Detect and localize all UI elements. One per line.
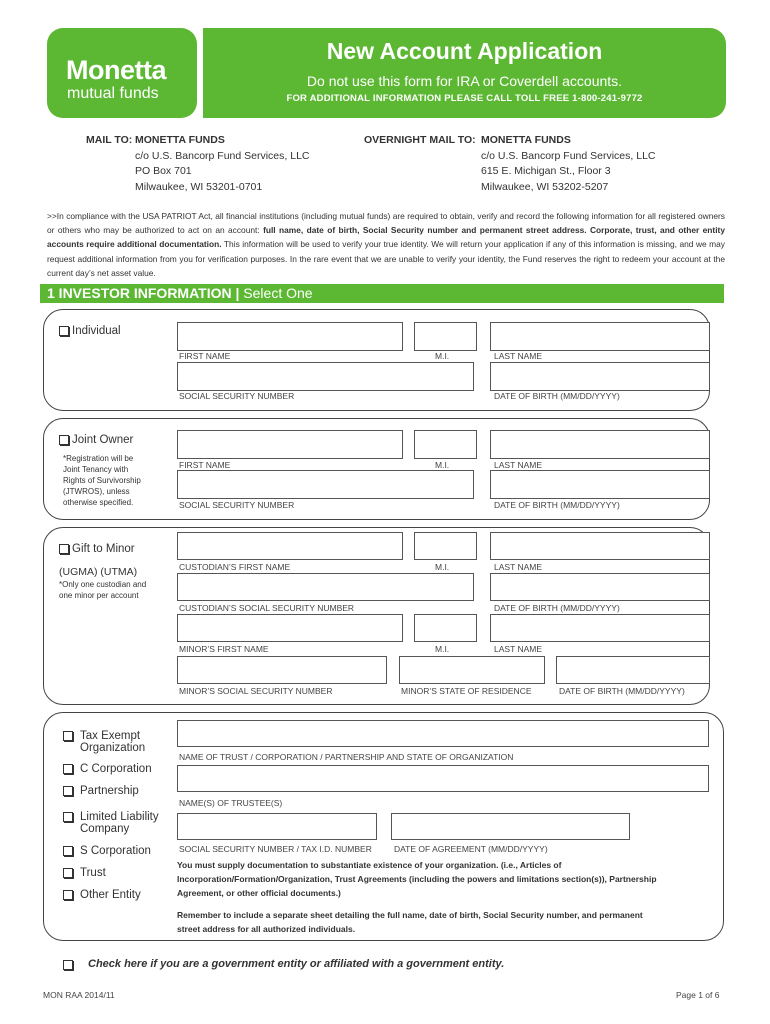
mail-to-line3: Milwaukee, WI 53201-0701: [135, 180, 263, 193]
patriot-text-1: >>In compliance with the USA PATRIOT Act, all financial institutions (including mutual funds) are required to obtain, verify and record the following information for all registered owners or others who may be authorized to act on an account:: [47, 211, 725, 236]
note-line: (JTWROS), unless: [63, 487, 130, 496]
ugma-utma-label: (UGMA) (UTMA): [59, 566, 138, 578]
individual-mi-input[interactable]: [414, 322, 477, 351]
individual-panel: [43, 309, 710, 411]
joint-owner-panel: [43, 418, 710, 520]
field-label: CUSTODIAN’S SOCIAL SECURITY NUMBER: [179, 603, 355, 613]
individual-label: Individual: [72, 325, 121, 337]
agreement-date-input[interactable]: [391, 813, 630, 840]
individual-ssn-input[interactable]: [177, 362, 474, 391]
logo-name: Monetta: [66, 55, 166, 85]
gift-to-minor-checkbox[interactable]: [59, 543, 135, 555]
checkbox-icon: [59, 326, 69, 336]
option-label: Other Entity: [80, 889, 141, 901]
checkbox-icon: [63, 868, 73, 878]
documentation-note: [177, 858, 657, 900]
individual-first-name-input[interactable]: [177, 322, 403, 351]
tax-id-input[interactable]: [177, 813, 377, 840]
page-title: New Account Application: [326, 38, 603, 64]
c-corporation-checkbox[interactable]: [63, 763, 152, 775]
field-label: LAST NAME: [494, 644, 543, 654]
field-label: MINOR’S SOCIAL SECURITY NUMBER: [179, 686, 333, 696]
option-label: Organization: [80, 742, 146, 754]
joint-owner-checkbox[interactable]: [59, 434, 133, 446]
checkbox-icon: [59, 435, 69, 445]
option-label: S Corporation: [80, 845, 151, 857]
patriot-act-notice: [47, 209, 725, 280]
patriot-text-2: This information will be used to verify your true identity. We will return your application if any of this information is missing, and we may request additional information from you for verification purposes. In the rare event that we are unable to verify your identity, the Fund reserves the right to redeem your account at the current day’s net asset value.: [47, 239, 725, 278]
note-line: *Registration will be: [63, 454, 134, 463]
field-label: M.I.: [435, 644, 450, 654]
option-label: Company: [80, 823, 130, 835]
checkbox-icon: [63, 764, 73, 774]
mail-to-address: [0, 133, 770, 195]
note-line: one minor per account: [59, 591, 139, 600]
checkbox-icon: [59, 544, 69, 554]
checkbox-icon: [63, 846, 73, 856]
custodian-dob-input[interactable]: [490, 573, 710, 601]
toll-free-notice: FOR ADDITIONAL INFORMATION PLEASE CALL TOLL FREE 1-800-241-9772: [286, 93, 643, 104]
minor-dob-input[interactable]: [556, 656, 710, 684]
note-line: street address for all authorized individuals.: [177, 924, 356, 934]
llc-checkbox[interactable]: [63, 811, 159, 835]
government-entity-label: Check here if you are a government entity or affiliated with a government entity.: [88, 958, 505, 970]
minor-mi-input[interactable]: [414, 614, 477, 642]
field-label: M.I.: [435, 351, 450, 361]
overnight-label: OVERNIGHT MAIL TO:: [364, 134, 476, 146]
custodian-ssn-input[interactable]: [177, 573, 474, 601]
gift-to-minor-label: Gift to Minor: [72, 543, 135, 555]
minor-first-name-input[interactable]: [177, 614, 403, 642]
joint-ssn-input[interactable]: [177, 470, 474, 499]
individual-dob-input[interactable]: [490, 362, 710, 391]
patriot-text-bold: full name, date of birth, Social Security number and permanent street address. Corporate, trust, and other entity accounts require additional documentation.: [47, 225, 725, 250]
field-label: LAST NAME: [494, 351, 543, 361]
field-label: DATE OF BIRTH (MM/DD/YYYY): [559, 686, 685, 696]
field-label: FIRST NAME: [179, 460, 231, 470]
minor-state-input[interactable]: [399, 656, 545, 684]
section-title: 1 INVESTOR INFORMATION |: [47, 285, 240, 301]
mail-to-name: MONETTA FUNDS: [135, 134, 225, 146]
field-label: DATE OF BIRTH (MM/DD/YYYY): [494, 500, 620, 510]
note-line: Remember to include a separate sheet detailing the full name, date of birth, Social Security number, and permanent: [177, 910, 643, 920]
note-line: You must supply documentation to substantiate existence of your organization. (i.e., Articles of: [177, 860, 562, 870]
organization-panel: [43, 712, 724, 941]
page-number: Page 1 of 6: [676, 990, 720, 1000]
joint-mi-input[interactable]: [414, 430, 477, 459]
option-label: Limited Liability: [80, 811, 159, 823]
trustees-input[interactable]: [177, 765, 709, 792]
field-label: MINOR’S FIRST NAME: [179, 644, 269, 654]
joint-dob-input[interactable]: [490, 470, 710, 499]
joint-first-name-input[interactable]: [177, 430, 403, 459]
custodian-mi-input[interactable]: [414, 532, 477, 560]
note-line: *Only one custodian and: [59, 580, 147, 589]
joint-owner-note: [63, 453, 141, 508]
form-code: MON RAA 2014/11: [43, 990, 115, 1000]
option-label: Partnership: [80, 785, 139, 797]
logo-subtitle: mutual funds: [67, 85, 159, 102]
field-label: NAME OF TRUST / CORPORATION / PARTNERSHIP AND STATE OF ORGANIZATION: [179, 752, 514, 762]
field-label: LAST NAME: [494, 562, 543, 572]
field-label: LAST NAME: [494, 460, 543, 470]
option-label: Trust: [80, 867, 106, 879]
checkbox-icon: [63, 731, 73, 741]
gift-to-minor-panel: [43, 527, 710, 705]
mail-to-label: MAIL TO:: [86, 134, 133, 146]
field-label: SOCIAL SECURITY NUMBER: [179, 500, 295, 510]
individual-last-name-input[interactable]: [490, 322, 710, 351]
overnight-line1: c/o U.S. Bancorp Fund Services, LLC: [481, 149, 656, 162]
header-banner: [203, 28, 726, 118]
field-label: DATE OF BIRTH (MM/DD/YYYY): [494, 391, 620, 401]
field-label: FIRST NAME: [179, 351, 231, 361]
section-select-one: Select One: [239, 285, 313, 301]
tax-exempt-checkbox[interactable]: [63, 730, 145, 754]
field-label: M.I.: [435, 460, 450, 470]
note-line: Joint Tenancy with: [63, 465, 129, 474]
custodian-first-name-input[interactable]: [177, 532, 403, 560]
other-entity-checkbox[interactable]: [63, 889, 141, 901]
brand-logo: [47, 28, 197, 118]
field-label: DATE OF BIRTH (MM/DD/YYYY): [494, 603, 620, 613]
government-entity-checkbox[interactable]: [63, 958, 504, 970]
minor-ssn-input[interactable]: [177, 656, 387, 684]
s-corporation-checkbox[interactable]: [63, 845, 151, 857]
checkbox-icon: [63, 960, 73, 970]
field-label: DATE OF AGREEMENT (MM/DD/YYYY): [394, 844, 548, 854]
custodian-last-name-input[interactable]: [490, 532, 710, 560]
overnight-line2: 615 E. Michigan St., Floor 3: [481, 165, 611, 177]
mail-to-line2: PO Box 701: [135, 165, 192, 177]
partnership-checkbox[interactable]: [63, 785, 139, 797]
field-label: SOCIAL SECURITY NUMBER: [179, 391, 295, 401]
checkbox-icon: [63, 890, 73, 900]
section-investor-information: [40, 284, 724, 303]
field-label: MINOR’S STATE OF RESIDENCE: [401, 686, 532, 696]
option-label: Tax Exempt: [80, 730, 141, 742]
trust-checkbox[interactable]: [63, 867, 106, 879]
note-line: Rights of Survivorship: [63, 476, 141, 485]
note-line: otherwise specified.: [63, 498, 134, 507]
organization-name-input[interactable]: [177, 720, 709, 747]
overnight-name: MONETTA FUNDS: [481, 134, 571, 146]
mail-to-line1: c/o U.S. Bancorp Fund Services, LLC: [135, 149, 310, 162]
note-line: Incorporation/Formation/Organization, Trust Agreements (including the powers and limitations section(s)), Partnership: [177, 874, 657, 884]
field-label: M.I.: [435, 562, 450, 572]
joint-owner-label: Joint Owner: [72, 434, 134, 446]
field-label: NAME(S) OF TRUSTEE(S): [179, 798, 283, 808]
note-line: Agreement, or other official documents.): [177, 888, 341, 898]
individual-checkbox[interactable]: [59, 325, 121, 337]
minor-note: [59, 579, 146, 601]
checkbox-icon: [63, 786, 73, 796]
option-label: C Corporation: [80, 763, 152, 775]
field-label: SOCIAL SECURITY NUMBER / TAX I.D. NUMBER: [179, 844, 372, 854]
minor-last-name-input[interactable]: [490, 614, 710, 642]
authorized-individuals-note: [177, 908, 643, 936]
page-subtitle: Do not use this form for IRA or Coverdell accounts.: [306, 73, 623, 89]
field-label: CUSTODIAN’S FIRST NAME: [179, 562, 291, 572]
checkbox-icon: [63, 812, 73, 822]
joint-last-name-input[interactable]: [490, 430, 710, 459]
overnight-line3: Milwaukee, WI 53202-5207: [481, 180, 609, 193]
